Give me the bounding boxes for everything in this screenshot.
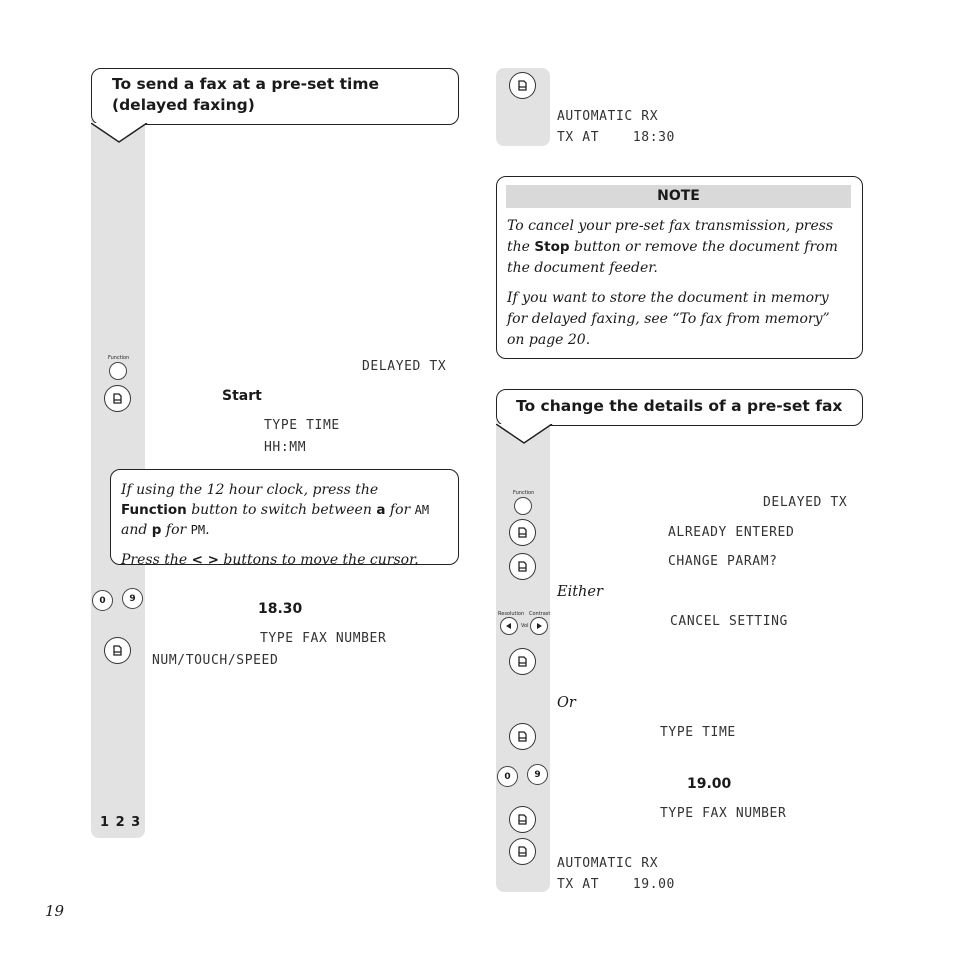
step-numbers: 1 2 3 (100, 815, 142, 830)
document-icon (516, 845, 529, 858)
left-arrow-icon (505, 622, 513, 630)
keypad-0-button[interactable]: 0 (92, 590, 113, 611)
display-delayed-tx-2: DELAYED TX (763, 495, 848, 510)
display-num-touch-speed: NUM/TOUCH/SPEED (152, 653, 279, 668)
vol-label: Vol (521, 623, 529, 629)
display-type-fax-number: TYPE FAX NUMBER (260, 631, 387, 646)
resolution-label: Resolution (498, 611, 525, 617)
document-icon (516, 730, 529, 743)
display-hhmm: HH:MM (264, 440, 307, 455)
start-button-3[interactable] (509, 72, 536, 99)
display-type-fax-number-2: TYPE FAX NUMBER (660, 806, 787, 821)
start-label: Start (222, 388, 262, 404)
keypad-9-button-2[interactable]: 9 (527, 764, 548, 785)
start-button-7[interactable] (509, 723, 536, 750)
page-number: 19 (45, 902, 65, 920)
start-button-5[interactable] (509, 553, 536, 580)
display-delayed-tx: DELAYED TX (362, 359, 447, 374)
document-icon (111, 644, 124, 657)
left-heading-text: To send a fax at a pre-set time (delayed faxing) (112, 75, 380, 114)
display-automatic-rx-2: AUTOMATIC RX (557, 856, 659, 871)
display-change-param: CHANGE PARAM? (668, 554, 778, 569)
time-value: 18.30 (258, 601, 303, 617)
note-paragraph-2: If you want to store the document in memory for delayed faxing, see “To fax from memory” on page 20. (507, 290, 830, 348)
tip-box (110, 469, 459, 568)
start-button[interactable] (104, 385, 131, 412)
keypad-0-button-2[interactable]: 0 (497, 766, 518, 787)
display-tx-at-1: TX AT 18:30 (557, 130, 675, 145)
right-section-heading (496, 389, 863, 426)
document-icon (516, 813, 529, 826)
start-button-6[interactable] (509, 648, 536, 675)
or-label: Or (557, 695, 576, 711)
right-arrow-icon (535, 622, 543, 630)
start-button-8[interactable] (509, 806, 536, 833)
document-icon (516, 526, 529, 539)
document-icon (111, 392, 124, 405)
function-label: Function (108, 355, 130, 361)
time-value-2: 19.00 (687, 776, 732, 792)
start-button-4[interactable] (509, 519, 536, 546)
document-icon (516, 560, 529, 573)
note-box (496, 176, 863, 359)
either-label: Either (557, 584, 603, 600)
function-button-2[interactable] (514, 497, 532, 515)
function-label-2: Function (513, 490, 535, 496)
left-arrow-button[interactable] (500, 617, 518, 635)
contrast-label: Contrast (529, 611, 551, 617)
tip-paragraph-1: If using the 12 hour clock, press the Function button to switch between a for AM and p for PM. (121, 482, 430, 538)
display-type-time-2: TYPE TIME (660, 725, 736, 740)
keypad-9-button[interactable]: 9 (122, 588, 143, 609)
right-heading-text: To change the details of a pre-set fax (516, 397, 843, 415)
document-icon (516, 655, 529, 668)
right-heading-notch (496, 424, 556, 446)
note-title: NOTE (506, 185, 851, 208)
tip-paragraph-2: Press the < > buttons to move the cursor. (121, 552, 419, 568)
start-button-2[interactable] (104, 637, 131, 664)
display-cancel-setting: CANCEL SETTING (670, 614, 788, 629)
display-tx-at-2: TX AT 19.00 (557, 877, 675, 892)
right-arrow-button[interactable] (530, 617, 548, 635)
left-section-heading (91, 68, 459, 125)
start-button-9[interactable] (509, 838, 536, 865)
display-already-entered: ALREADY ENTERED (668, 525, 795, 540)
left-heading-notch (91, 123, 151, 145)
display-automatic-rx-1: AUTOMATIC RX (557, 109, 659, 124)
function-button[interactable] (109, 362, 127, 380)
note-paragraph-1: To cancel your pre-set fax transmission, press the Stop button or remove the document from the document feeder. (507, 218, 838, 276)
document-icon (516, 79, 529, 92)
display-type-time: TYPE TIME (264, 418, 340, 433)
